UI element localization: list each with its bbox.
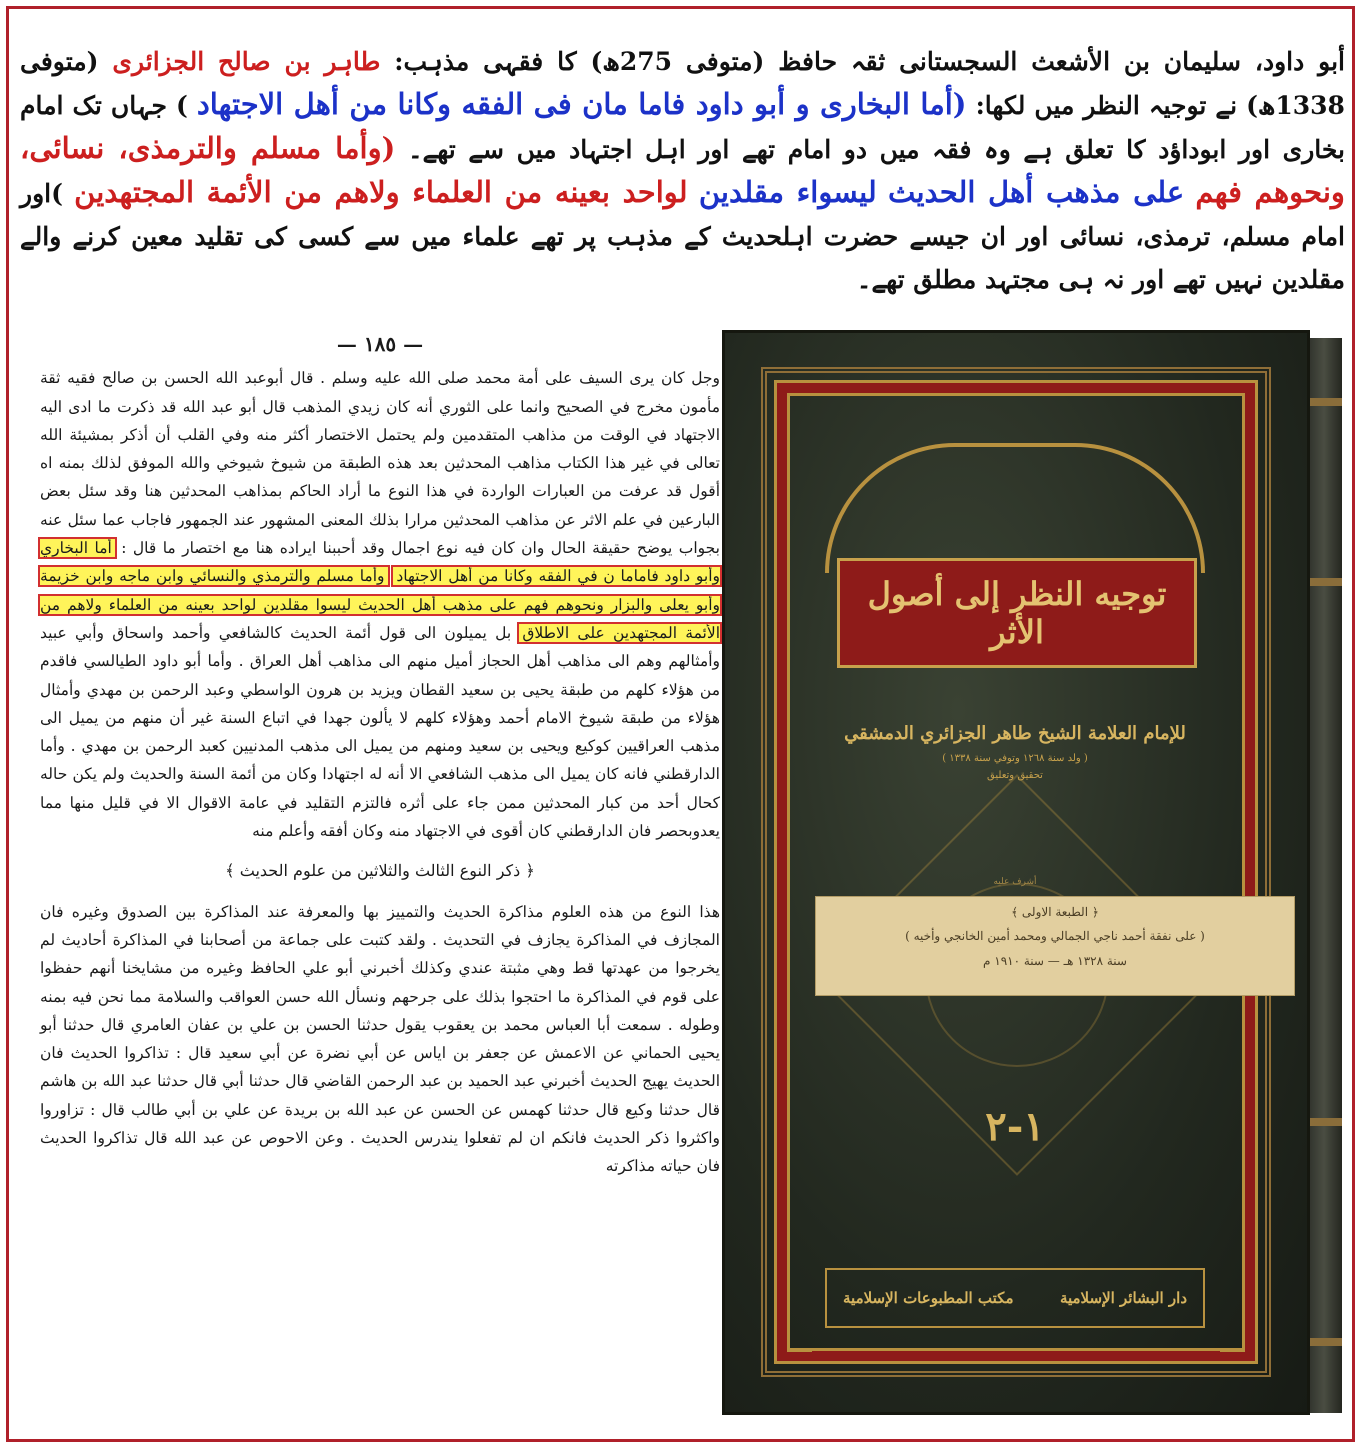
header-segment-1: أبو داود، سلیمان بن الأشعث السجستانی ثقہ حافظ (متوفی 275ھ) کا فقہی مذہب: (394, 47, 1345, 76)
urdu-commentary (20, 40, 1345, 310)
book-cover (722, 330, 1310, 1415)
volume-number: ١-٢ (985, 1103, 1045, 1150)
book-cover-photo (722, 330, 1342, 1415)
quote-not-muqallid: لیسواء مقلدین (698, 175, 877, 209)
author-name: طاہر بن صالح الجزائری (112, 47, 381, 76)
publisher-right: دار البشائر الإسلامية (1059, 1289, 1187, 1307)
cover-dates: ( ولد سنة ١٢٦٨ وتوفي سنة ١٣٣٨ ) (942, 753, 1088, 764)
cover-title: توجيه النظر إلى أصول الأثر (867, 575, 1167, 651)
quote-ahl-al-hadith: علی مذهب أهل الحدیث (888, 175, 1185, 209)
publisher-panel (825, 1268, 1205, 1328)
publisher-left: مكتب المطبوعات الإسلامية (843, 1289, 1014, 1307)
cover-title-panel (837, 558, 1197, 668)
highlighted-quote-2: وأما مسلم والترمذي والنسائي وابن ماجه وابن خزيمة وأبو يعلى والبزار ونحوهم فهم على مذهب أهل الحديث ليسوا مقلدين لواحد بعينه من العلماء ولاهم من الأئمة المجتهدين على الاطلاق (40, 567, 720, 642)
header-segment-5: ) جہاں تک امام بخاری اور ابوداؤد کا تعلق ہے وہ فقہ میں دو امام تھے اور اہل اجتہاد میں سے تھے۔ (20, 91, 1345, 164)
quote-not-mujtahid: لواحد بعینه من العلماء ولاهم من الأئمة المجتهدین (74, 175, 688, 209)
highlighted-quote-1: أما البخاري وأبو داود فاماما ن في الفقه وكانا من أهل الاجتهاد (40, 539, 720, 586)
edition-publisher: ( على نفقة أحمد ناجي الجمالي ومحمد أمين الخانجي وأخيه ) (905, 929, 1205, 943)
edition-label (815, 896, 1295, 996)
book-text-1: وجل كان يرى السيف على أمة محمد صلى الله عليه وسلم . قال أبوعبد الله الحسن بن صالح فقيه ثقة مأمون مخرج في الصحيح وانما على الثوري أنه كان زيدي المذهب قال أبو عبد الله قد ذكرت ما ادى اليه الاجتهاد في الوقت من مذاهب المتقدمين ولم يحتمل الاختصار أكثر منه وفي القلب أن أذكر بمشيئة الله تعالى في غير هذا الكتاب مذاهب المحدثين بعد هذه الطبقة من شيوخ شيوخي والله الموفق لذلك بمنه اه أقول قد عرفت من العبارات الواردة في هذا النوع ما أراد الحاكم بمذاهب المحدثين هنا وقد سئل بعض البارعين في علم الاثر عن مذاهب المحدثين مرارا بذلك المعنى المشهور عند الجمهور فاجاب عما سئل عنه بجواب يوضح حقيقة الحال وان كان فيه نوع اجمال وقد أحببنا ايراده هنا مع اختصار ما قال : (40, 369, 720, 558)
cover-label-top: أشرف عليه (993, 877, 1037, 887)
edition-year: سنة ١٣٢٨ هـ — سنة ١٩١٠ م (983, 954, 1127, 968)
book-paragraph-1 (40, 364, 720, 845)
quote-bukhari-abudawud: (أما البخاری و أبو داود فاما مان فی الفقه وکانا من أهل الاجتهاد (196, 87, 967, 121)
scanned-book-page (40, 330, 720, 1420)
book-text-2: بل يميلون الى قول أئمة الحديث كالشافعي وأحمد واسحاق وأبي عبيد وأمثالهم وهم الى مذاهب أهل الحجاز أميل منهم الى مذاهب أهل العراق . وأما أبو داود الطيالسي فاقدم من هؤلاء كلهم من طبقة يحيى بن سعيد القطان ويزيد بن هرون الواسطي وعبد الرحمن بن مهدي وأمثال هؤلاء من طبقة شيوخ الامام أحمد وهؤلاء كلهم لا يألون جهدا في اتباع السنة غير أن منهم من يميل الى مذهب العراقيين كوكيع ويحيى بن سعيد ومنهم من يميل الى مذهب المدنيين كعبد الرحمن بن مهدي . وأما الدارقطني فانه كان يميل الى مذهب الشافعي الا أنه له اجتهادا وكان من أئمة السنة والحديث ولم يكن حاله كحال أحد من كبار المحدثين ممن جاء على أثره فالتزم التقليد في عامة الاقوال الا في قليل منها مما يعدوبحصر فان الدارقطني كان أقوى في الاجتهاد منه وكان أفقه وأعلم منه (40, 623, 720, 841)
cover-author: للإمام العلامة الشيخ طاهر الجزائري الدمشقي (844, 723, 1186, 744)
section-heading: ﴿ ذكر النوع الثالث والثلاثين من علوم الحديث ﴾ (225, 861, 535, 881)
header-segment-10: )اور امام مسلم، ترمذی، نسائی اور ان جیسے حضرت اہلحدیث کے مذہب پر تھے علماء میں سے کسی کی تقلید معین کرنے والے مقلدین نہیں تھے اور نہ ہی مجتہد مطلق تھے۔ (20, 179, 1345, 294)
book-paragraph-3: هذا النوع من هذه العلوم مذاكرة الحديث والتمييز بها والمعرفة عند المذاكرة بين الصدوق وغيره فان المجازف في المذاكرة يجازف في التحديث . ولقد كتبت على جماعة من أصحابنا في المذاكرة أحاديث لم يخرجوا من عهدتها قط وهي مثبتة عندي وكذلك أخبرني أبو علي الحافظ وغيره من مشايخنا أنهم حفظوا على قوم في المذاكرة ما احتجوا بذلك على جرحهم ونسأل الله حسن العواقب والسلامة مما نحن فيه بمنه وطوله . سمعت أبا العباس محمد بن يعقوب يقول حدثنا الحسن بن علي بن عفان العامري قال حدثنا أبو يحيى الحماني عن الاعمش عن جعفر بن اياس عن أبي نضرة عن أبي سعيد قال : تذاكروا الحديث فان الحديث يهيج الحديث أخبرني عبد الحميد بن عبد الرحمن القاضي قال حدثنا أبي قال حدثنا عبد الله بن هاشم قال حدثنا وكيع قال حدثنا كهمس عن الحسن عن عبد الله بن بريدة عن علي بن أبي طالب قال : تزاوروا واكثروا ذكر الحديث فانكم ان لم تفعلوا يندرس الحديث . وعن الاحوص عن عبد الله قال تذاكروا الحديث فان حياته مذاكرته (40, 902, 720, 1176)
edition-title: ﴿ الطبعة الاولى ﴾ (1011, 905, 1099, 919)
header-segment-3: (متوفی 1338ھ) نے توجیہ النظر میں لکھا: (20, 47, 1345, 120)
page-number: — ١٨٥ — (336, 332, 424, 356)
cover-editor: تحقيق وتعليق (987, 770, 1043, 781)
quote-muslim-tirmidhi: (وأما مسلم والترمذی، نسائی، ونحوهم فهم (20, 131, 1345, 209)
